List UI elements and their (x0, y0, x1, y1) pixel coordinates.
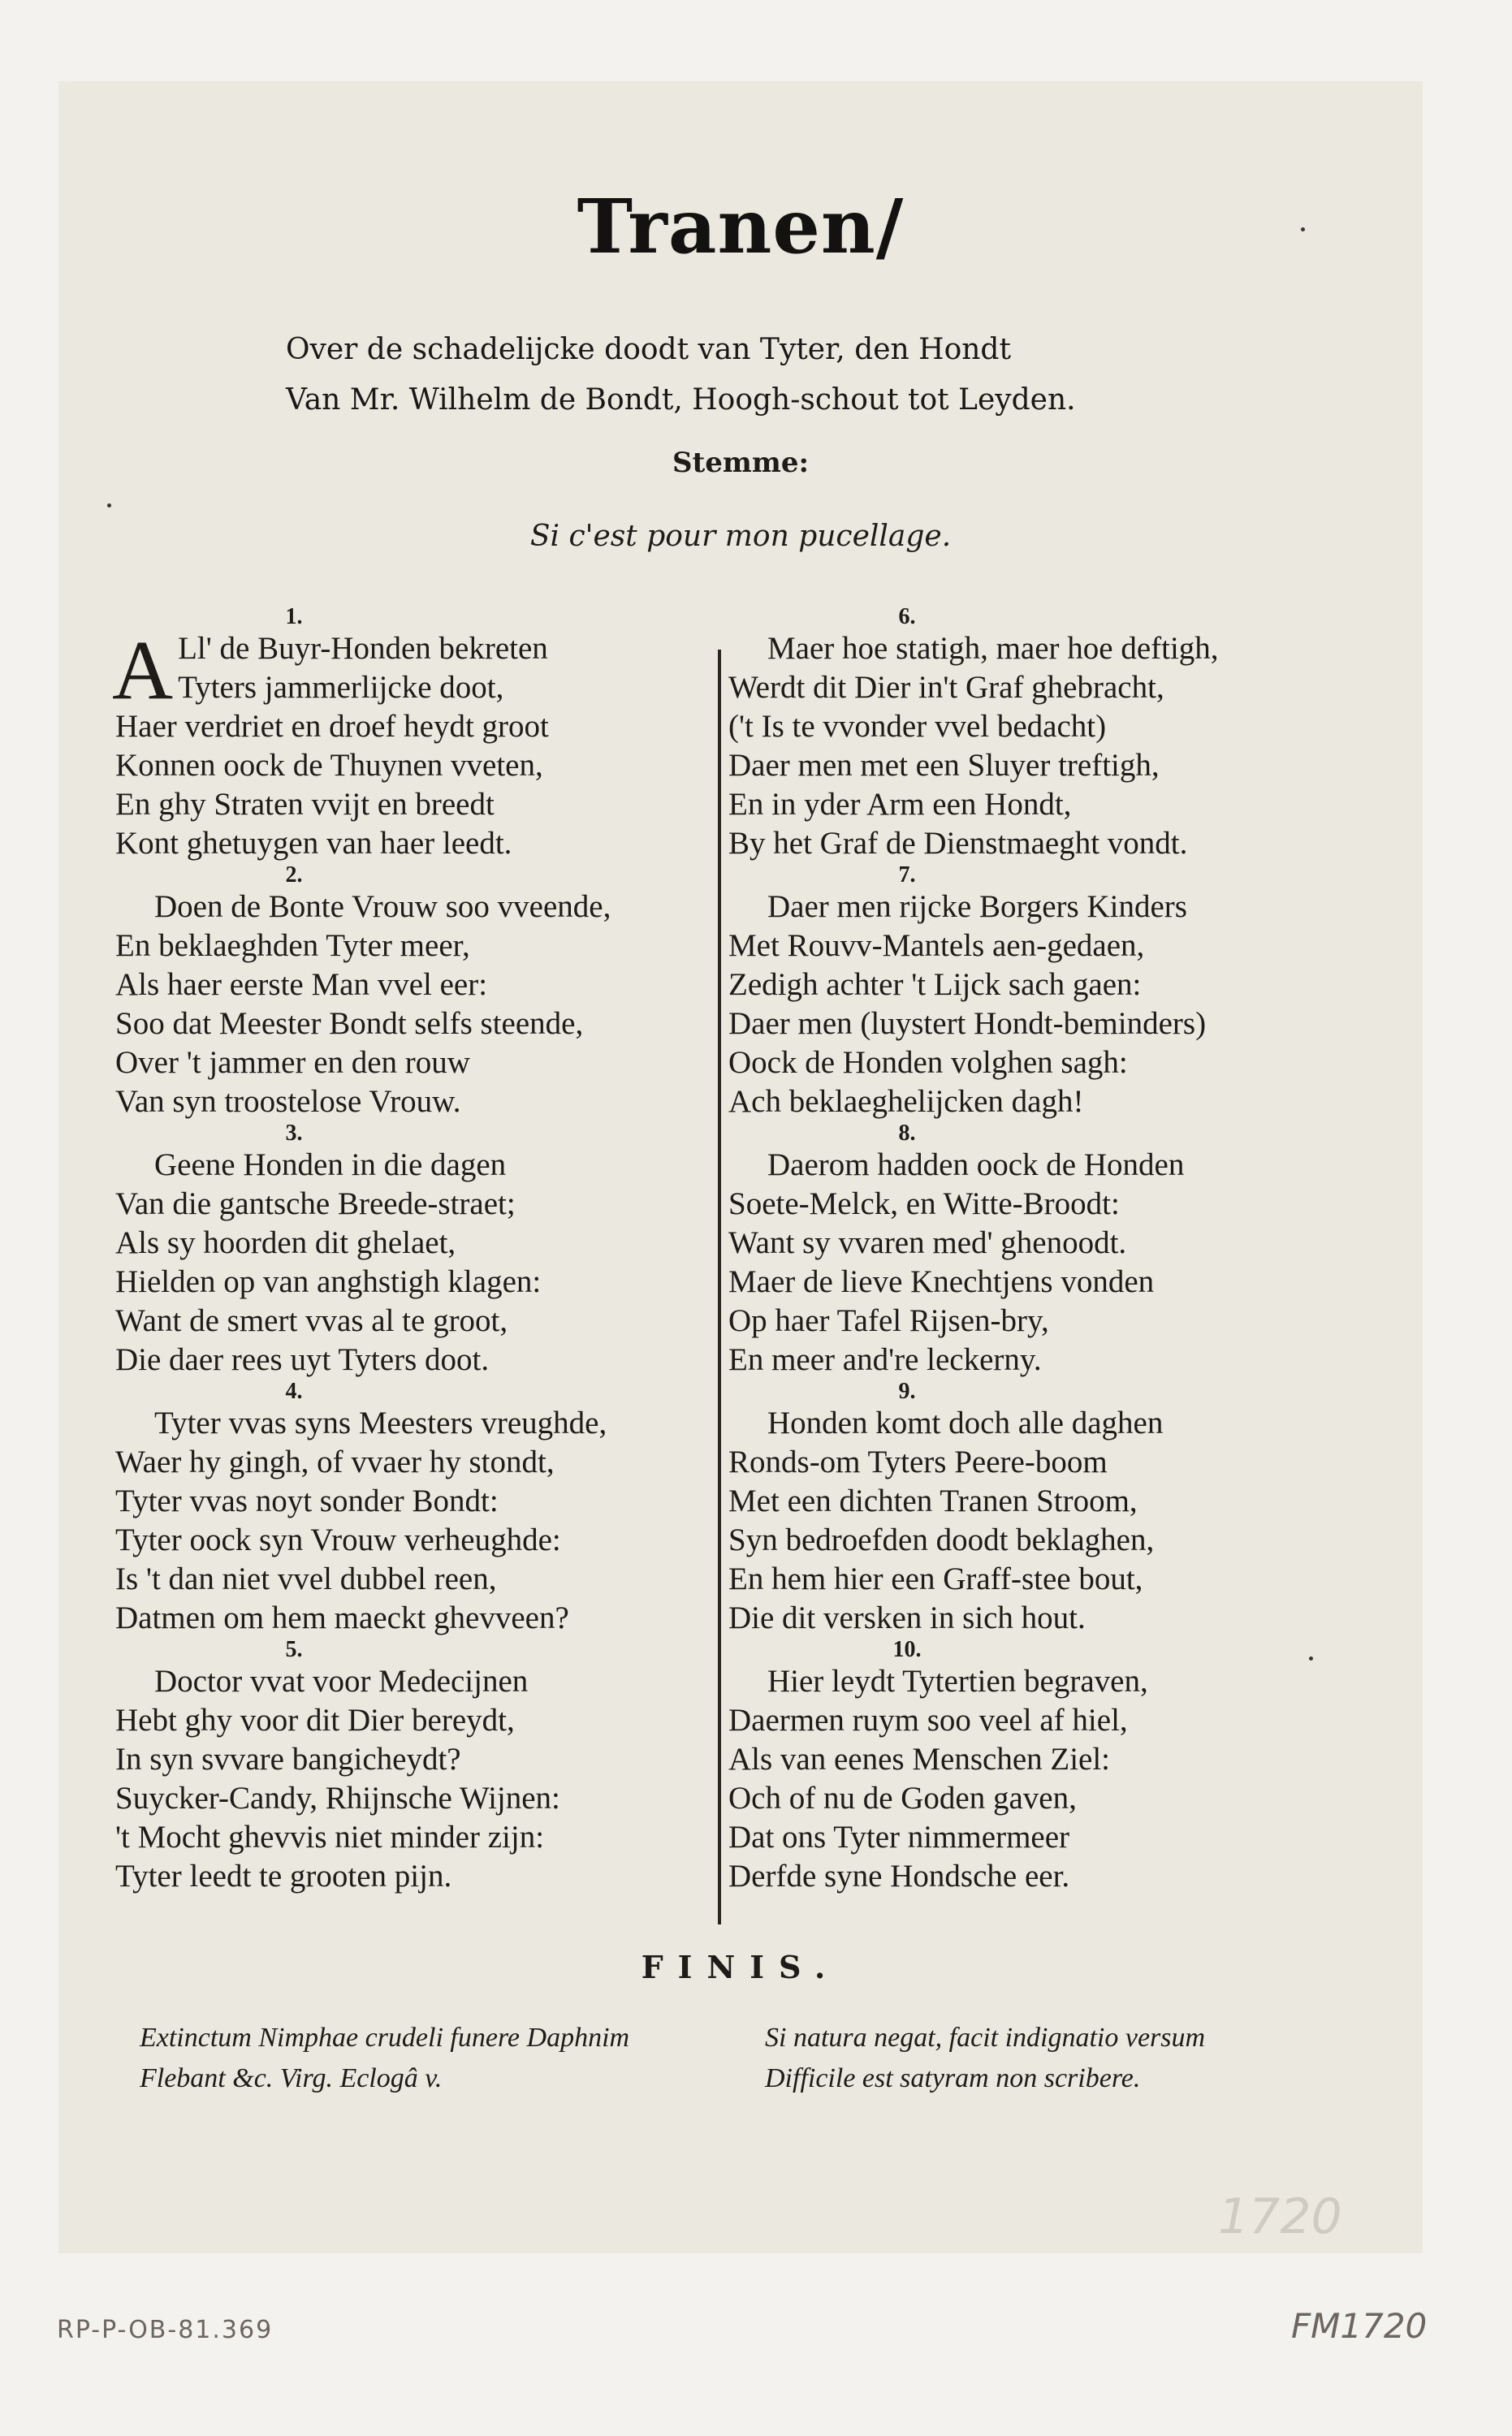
verse-line (115, 1146, 700, 1185)
verse-text: Als haer eerste Man vvel eer: (115, 967, 488, 1002)
verse-text: Kont ghetuygen van haer leedt. (115, 826, 512, 861)
verse-line (728, 668, 1313, 707)
melody-line: Si c'est pour mon pucellage. (529, 520, 952, 553)
verse-line (115, 824, 700, 863)
verse-text: Van die gantsche Breede-straet; (115, 1186, 516, 1221)
verse-text: En in yder Arm een Hondt, (728, 787, 1072, 822)
verse-text: Och of nu de Goden gaven, (728, 1781, 1077, 1816)
verse-text: Als sy hoorden dit ghelaet, (115, 1225, 456, 1260)
verse-text: Derfde syne Hondsche eer. (728, 1859, 1070, 1894)
verse-text: Datmen om hem maeckt ghevveen? (115, 1600, 569, 1635)
verse-text: Maer hoe statigh, maer hoe deftigh, (767, 631, 1219, 666)
verse-text: Konnen oock de Thuynen vveten, (115, 748, 543, 783)
collection-code: FM1720 (1291, 2306, 1428, 2346)
verse-text: Zedigh achter 't Lijck sach gaen: (728, 967, 1142, 1002)
verse-text: Op haer Tafel Rijsen-bry, (728, 1303, 1049, 1338)
verse-line (728, 1302, 1313, 1341)
verse-line (115, 1404, 700, 1443)
verse-line (115, 926, 700, 965)
stanza-number: 6. (898, 604, 916, 629)
verse-line (728, 1560, 1313, 1599)
verse-text: Ll' de Buyr-Honden bekreten (178, 631, 548, 666)
verse-line (115, 1521, 700, 1560)
verse-line (115, 668, 700, 707)
verse-text: Waer hy gingh, of vvaer hy stondt, (115, 1445, 555, 1479)
verse-line (728, 1818, 1313, 1857)
verse-line (115, 1482, 700, 1521)
verse-text: Daer men met een Sluyer treftigh, (728, 748, 1160, 783)
verse-text: Syn bedroefden doodt beklaghen, (728, 1522, 1155, 1557)
verse-line (728, 824, 1313, 863)
stanza (115, 1380, 700, 1638)
stanza (115, 863, 700, 1121)
stanza (728, 1121, 1313, 1380)
verse-line (728, 1263, 1313, 1302)
verse-text: Tyter oock syn Vrouw verheughde: (115, 1522, 561, 1557)
ink-speck (1309, 1656, 1313, 1661)
verse-line (728, 1599, 1313, 1638)
verse-line (115, 1043, 700, 1082)
ink-speck (1301, 227, 1305, 231)
verse-text: Over 't jammer en den rouw (115, 1045, 470, 1080)
ink-speck (107, 503, 111, 508)
verse-line (728, 1146, 1313, 1185)
verse-line (728, 1857, 1313, 1896)
verse-text: En hem hier een Graff-stee bout, (728, 1561, 1143, 1596)
quote-line: Extinctum Nimphae crudeli funere Daphnim (140, 2023, 630, 2053)
verse-text: Haer verdriet en droef heydt groot (115, 709, 549, 744)
verse-line (728, 1082, 1313, 1121)
latin-quote-right (765, 2018, 1366, 2099)
column-divider (718, 650, 721, 1924)
stanza (115, 1121, 700, 1380)
verse-line (728, 1341, 1313, 1380)
verse-text: En meer and're leckerny. (728, 1342, 1042, 1377)
verse-text: En beklaeghden Tyter meer, (115, 928, 470, 963)
stanza (728, 605, 1313, 863)
verse-text: Als van eenes Menschen Ziel: (728, 1742, 1111, 1777)
verse-text: Hebt ghy voor dit Dier bereydt, (115, 1703, 515, 1738)
drop-cap: A (112, 624, 174, 717)
verse-text: Tyter vvas syns Meesters vreughde, (154, 1406, 607, 1440)
verse-text: ('t Is te vvonder vvel bedacht) (728, 709, 1107, 744)
verse-line (728, 965, 1313, 1004)
subtitle-line: Over de schadelijcke doodt van Tyter, den Hondt (286, 333, 1011, 366)
verse-text: Honden komt doch alle daghen (767, 1406, 1164, 1440)
print-sheet (58, 81, 1423, 2253)
verse-text: Doen de Bonte Vrouw soo vveende, (154, 889, 611, 924)
verse-line (728, 1740, 1313, 1779)
stanza-number: 2. (285, 862, 303, 888)
verse-text: En ghy Straten vvijt en breedt (115, 787, 495, 822)
verse-text: 't Mocht ghevvis niet minder zijn: (115, 1820, 545, 1855)
verse-text: Want sy vvaren med' ghenoodt. (728, 1225, 1127, 1260)
quote-line: Si natura negat, facit indignatio versum (765, 2023, 1206, 2053)
verse-text: Dat ons Tyter nimmermeer (728, 1820, 1070, 1855)
verse-text: In syn svvare bangicheydt? (115, 1742, 461, 1777)
verse-text: Soete-Melck, en Witte-Broodt: (728, 1186, 1120, 1221)
verse-text: Tyters jammerlijcke doot, (178, 670, 504, 705)
stanza-number: 9. (898, 1379, 916, 1404)
verse-line (115, 785, 700, 824)
verse-line (115, 1740, 700, 1779)
verse-line (728, 1004, 1313, 1043)
quote-line: Difficile est satyram non scribere. (765, 2063, 1141, 2093)
verse-line (115, 707, 700, 746)
verse-text: Tyter leedt te grooten pijn. (115, 1859, 452, 1894)
verse-text: Is 't dan niet vvel dubbel reen, (115, 1561, 497, 1596)
verse-line (728, 1701, 1313, 1740)
verse-line (728, 1224, 1313, 1263)
verse-line (728, 746, 1313, 785)
verse-line (115, 1302, 700, 1341)
stanza-number: 10. (892, 1637, 922, 1662)
verse-text: Suycker-Candy, Rhijnsche Wijnen: (115, 1781, 560, 1816)
stanza (728, 1380, 1313, 1638)
verse-text: Tyter vvas noyt sonder Bondt: (115, 1484, 499, 1518)
verse-line (728, 1043, 1313, 1082)
verse-line (115, 1560, 700, 1599)
verse-text: Daer men (luystert Hondt-beminders) (728, 1006, 1207, 1041)
verse-line (115, 1662, 700, 1701)
stanza (115, 1638, 700, 1896)
verse-line (728, 1662, 1313, 1701)
verse-line (728, 1443, 1313, 1482)
verse-text: Ronds-om Tyters Peere-boom (728, 1445, 1108, 1479)
verse-line (115, 1857, 700, 1896)
verse-text: Met Rouvv-Mantels aen-gedaen, (728, 928, 1145, 963)
quote-line: Flebant &c. Virg. Eclogâ v. (140, 2063, 443, 2093)
verse-line (728, 1185, 1313, 1224)
stanza (728, 863, 1313, 1121)
faint-pencil-mark: 1720 (1218, 2188, 1342, 2245)
verse-text: By het Graf de Dienstmaeght vondt. (728, 826, 1188, 861)
poem-title: Tranen/ (577, 183, 905, 270)
verse-text: Daerom hadden oock de Honden (767, 1147, 1185, 1182)
left-column (112, 604, 700, 1896)
subtitle-line: Van Mr. Wilhelm de Bondt, Hoogh-schout tot Leyden. (286, 383, 1076, 417)
verse-text: Die daer rees uyt Tyters doot. (115, 1342, 490, 1377)
stanza-number: 7. (898, 862, 916, 888)
verse-text: Maer de lieve Knechtjens vonden (728, 1264, 1155, 1299)
verse-text: Daermen ruym soo veel af hiel, (728, 1703, 1128, 1738)
verse-line (728, 926, 1313, 965)
verse-line (115, 1185, 700, 1224)
verse-text: Want de smert vvas al te groot, (115, 1303, 508, 1338)
verse-line (115, 965, 700, 1004)
verse-line (115, 1779, 700, 1818)
verse-line (115, 1082, 700, 1121)
verse-line (115, 1004, 700, 1043)
stanza-number: 3. (285, 1121, 303, 1146)
verse-text: Werdt dit Dier in't Graf ghebracht, (728, 670, 1164, 705)
verse-line (115, 1263, 700, 1302)
verse-line (115, 888, 700, 926)
latin-quote-left (140, 2018, 724, 2099)
verse-line (728, 1521, 1313, 1560)
verse-text: Hielden op van anghstigh klagen: (115, 1264, 542, 1299)
verse-line (115, 746, 700, 785)
verse-text: Soo dat Meester Bondt selfs steende, (115, 1006, 584, 1041)
verse-line (115, 1224, 700, 1263)
stanza (728, 1638, 1313, 1896)
verse-line (728, 888, 1313, 926)
verse-text: Met een dichten Tranen Stroom, (728, 1484, 1138, 1518)
verse-text: Hier leydt Tytertien begraven, (767, 1664, 1148, 1699)
stanza-number: 8. (898, 1121, 916, 1146)
right-column (728, 605, 1313, 1896)
verse-line (115, 1341, 700, 1380)
verse-line (728, 785, 1313, 824)
verse-text: Ach beklaeghelijcken dagh! (728, 1084, 1084, 1119)
verse-line (728, 629, 1313, 668)
finis-label: FINIS. (641, 1949, 840, 1985)
verse-line (728, 1482, 1313, 1521)
poem-subtitle (286, 325, 1220, 425)
inventory-number: RP-P-OB-81.369 (57, 2316, 274, 2344)
stemme-label: Stemme: (672, 447, 810, 479)
verse-text: Van syn troostelose Vrouw. (115, 1084, 461, 1119)
stanza-number: 5. (285, 1637, 303, 1662)
verse-line (728, 1779, 1313, 1818)
verse-text: Oock de Honden volghen sagh: (728, 1045, 1128, 1080)
verse-line (115, 1599, 700, 1638)
stanza (112, 604, 700, 863)
stanza-number: 4. (285, 1379, 303, 1404)
verse-text: Daer men rijcke Borgers Kinders (767, 889, 1187, 924)
verse-text: Die dit versken in sich hout. (728, 1600, 1086, 1635)
verse-line (728, 707, 1313, 746)
stanza-number: 1. (285, 604, 303, 629)
verse-line (728, 1404, 1313, 1443)
verse-line (115, 1443, 700, 1482)
verse-line (115, 1701, 700, 1740)
verse-text: Geene Honden in die dagen (154, 1147, 507, 1182)
verse-text: Doctor vvat voor Medecijnen (154, 1664, 529, 1699)
verse-line (115, 1818, 700, 1857)
